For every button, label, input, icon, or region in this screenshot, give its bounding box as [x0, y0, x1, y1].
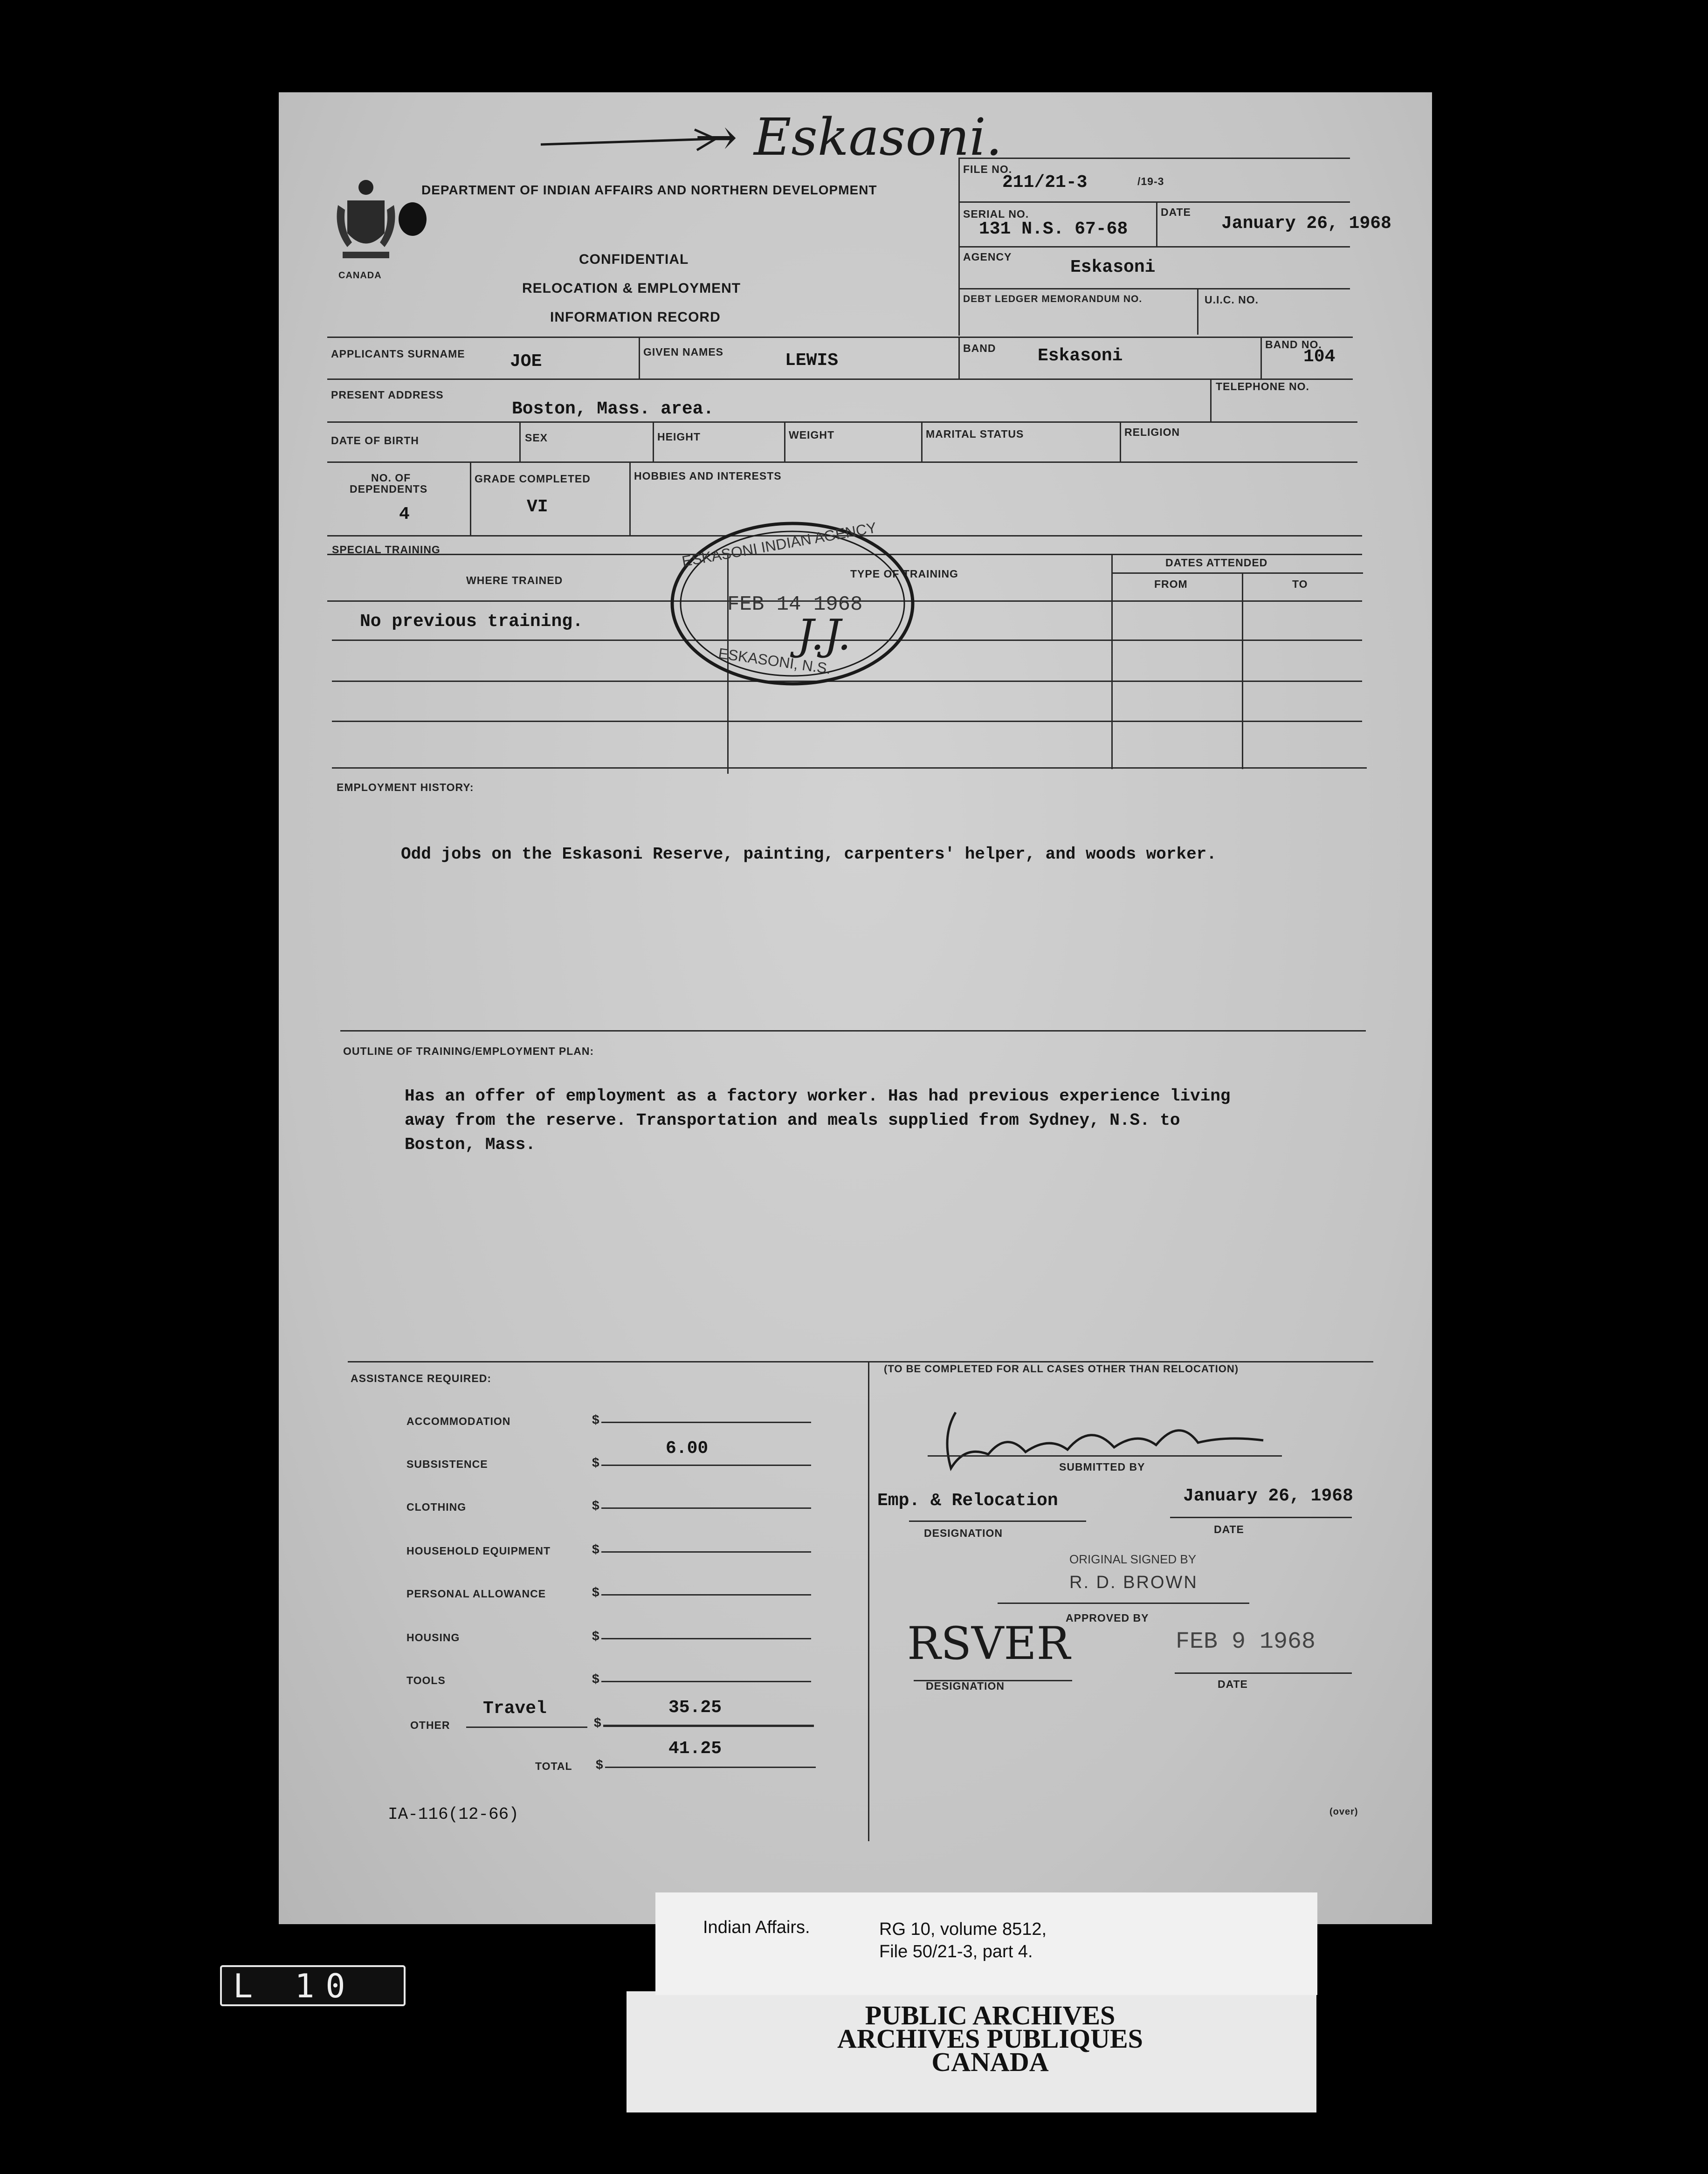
weight-label: WEIGHT [789, 429, 834, 441]
dob-label: DATE OF BIRTH [331, 434, 419, 447]
total-label: TOTAL [535, 1760, 572, 1772]
type-of-training-label: TYPE OF TRAINING [850, 568, 958, 580]
designation-label-2: DESIGNATION [926, 1680, 1005, 1692]
submitted-date-value: January 26, 1968 [1183, 1486, 1353, 1506]
accommodation-label: ACCOMMODATION [406, 1415, 511, 1427]
given-names-label: GIVEN NAMES [643, 346, 724, 358]
department-heading: DEPARTMENT OF INDIAN AFFAIRS AND NORTHERN DEVELOPMENT [421, 183, 877, 197]
plan-line-1: Has an offer of employment as a factory worker. Has had previous experience living [405, 1087, 1231, 1106]
currency-sign: $ [592, 1585, 600, 1599]
tools-label: TOOLS [406, 1674, 446, 1686]
form-title-relocation: RELOCATION & EMPLOYMENT [522, 281, 741, 296]
handwritten-agency-note: → Eskasoni. [695, 107, 1002, 167]
ink-blot-icon [396, 200, 429, 238]
currency-sign: $ [592, 1412, 600, 1427]
submitted-by-label: SUBMITTED BY [1059, 1461, 1145, 1473]
housing-label: HOUSING [406, 1631, 460, 1644]
date-label-1: DATE [1214, 1523, 1244, 1535]
sex-label: SEX [525, 432, 548, 444]
address-label: PRESENT ADDRESS [331, 389, 444, 401]
original-signed-name: R. D. BROWN [1069, 1573, 1198, 1592]
assistance-label: ASSISTANCE REQUIRED: [351, 1372, 491, 1384]
clothing-label: CLOTHING [406, 1501, 467, 1513]
to-label: TO [1292, 578, 1308, 590]
archive-source: Indian Affairs. [703, 1918, 810, 1937]
training-entry: No previous training. [360, 612, 583, 632]
plan-line-3: Boston, Mass. [405, 1135, 536, 1154]
stamp-date: FEB 14 1968 [727, 593, 863, 616]
grade-label: GRADE COMPLETED [475, 473, 591, 485]
currency-sign: $ [592, 1542, 600, 1556]
band-no-label: BAND NO. [1265, 338, 1322, 351]
currency-sign: $ [592, 1629, 600, 1643]
form-title-info-record: INFORMATION RECORD [550, 310, 721, 325]
archive-file: File 50/21-3, part 4. [879, 1942, 1033, 1961]
frame-number: L 10 [233, 1967, 357, 2005]
currency-sign: $ [592, 1498, 600, 1513]
grade-value: VI [527, 497, 548, 517]
crest-caption: CANADA [338, 270, 382, 281]
form-title-confidential: CONFIDENTIAL [579, 252, 689, 267]
designation-label: DESIGNATION [924, 1527, 1003, 1539]
surname-label: APPLICANTS SURNAME [331, 348, 465, 360]
band-no-value: 104 [1303, 347, 1336, 367]
approved-by-label: APPROVED BY [1066, 1612, 1149, 1624]
employment-history-text: Odd jobs on the Eskasoni Reserve, painting, carpenters' helper, and woods worker. [401, 845, 1217, 864]
surname-value: JOE [510, 351, 542, 372]
currency-sign: $ [592, 1672, 600, 1686]
debt-ledger-label: DEBT LEDGER MEMORANDUM NO. [963, 294, 1143, 304]
plan-label: OUTLINE OF TRAINING/EMPLOYMENT PLAN: [343, 1045, 594, 1057]
archives-line-1: PUBLIC ARCHIVES [865, 2000, 1116, 2030]
archives-line-3: CANADA [931, 2047, 1049, 2077]
agency-value: Eskasoni [1070, 257, 1156, 277]
band-label: BAND [963, 342, 996, 354]
plan-line-2: away from the reserve. Transportation and meals supplied from Sydney, N.S. to [405, 1111, 1180, 1130]
currency-sign: $ [594, 1715, 602, 1730]
date-value: January 26, 1968 [1221, 213, 1391, 234]
religion-label: RELIGION [1124, 426, 1180, 438]
from-label: FROM [1154, 578, 1188, 590]
currency-sign: $ [592, 1455, 600, 1470]
form-number: IA-116(12-66) [388, 1805, 519, 1824]
date-label-2: DATE [1218, 1678, 1248, 1690]
serial-no-label: SERIAL NO. [963, 208, 1029, 220]
other-description: Travel [483, 1699, 547, 1719]
dates-attended-label: DATES ATTENDED [1165, 557, 1268, 569]
where-trained-label: WHERE TRAINED [466, 574, 563, 586]
dependents-label-2: DEPENDENTS [350, 483, 428, 495]
other-label: OTHER [410, 1719, 450, 1731]
dependents-label-1: NO. OF [371, 472, 411, 484]
subsistence-amount: 6.00 [666, 1438, 709, 1459]
file-no-value: 211/21-3 [1002, 172, 1088, 193]
other-amount: 35.25 [668, 1698, 722, 1718]
approval-note: (TO BE COMPLETED FOR ALL CASES OTHER THAN RELOCATION) [884, 1363, 1239, 1375]
given-names-value: LEWIS [785, 351, 839, 371]
stamp-initials: J.J. [797, 611, 851, 660]
personal-allowance-label: PERSONAL ALLOWANCE [406, 1588, 546, 1600]
dependents-value: 4 [399, 504, 410, 524]
archive-volume: RG 10, volume 8512, [879, 1919, 1047, 1939]
stamp-agency-text: ESKASONI INDIAN AGENCY [681, 519, 878, 570]
date-label: DATE [1161, 206, 1191, 218]
currency-sign: $ [596, 1757, 604, 1772]
address-value: Boston, Mass. area. [512, 399, 714, 419]
stamp-location-text: ESKASONI, N.S. [717, 645, 833, 677]
approver-designation: RSVER [907, 1617, 1070, 1670]
original-signed-label: ORIGINAL SIGNED BY [1069, 1552, 1197, 1566]
hobbies-label: HOBBIES AND INTERESTS [634, 470, 782, 482]
height-label: HEIGHT [657, 431, 701, 443]
employment-history-label: EMPLOYMENT HISTORY: [337, 781, 474, 793]
household-equipment-label: HOUSEHOLD EQUIPMENT [406, 1545, 551, 1557]
serial-no-value: 131 N.S. 67-68 [979, 219, 1128, 239]
submitter-signature-icon [937, 1403, 1282, 1487]
designation-value: Emp. & Relocation [877, 1491, 1058, 1511]
canada-crest-icon [331, 177, 401, 270]
uic-label: U.I.C. NO. [1205, 294, 1259, 306]
agency-label: AGENCY [963, 251, 1012, 263]
file-no-label: FILE NO. [963, 163, 1012, 175]
approved-date-stamp: FEB 9 1968 [1176, 1629, 1316, 1655]
marital-status-label: MARITAL STATUS [926, 428, 1024, 440]
band-value: Eskasoni [1038, 346, 1123, 366]
over-note: (over) [1329, 1807, 1358, 1817]
special-training-label: SPECIAL TRAINING [332, 544, 441, 556]
total-amount: 41.25 [668, 1739, 722, 1759]
subsistence-label: SUBSISTENCE [406, 1458, 488, 1470]
file-suffix: /19-3 [1137, 175, 1164, 187]
archives-line-2: ARCHIVES PUBLIQUES [837, 2023, 1143, 2054]
telephone-label: TELEPHONE NO. [1216, 380, 1309, 392]
